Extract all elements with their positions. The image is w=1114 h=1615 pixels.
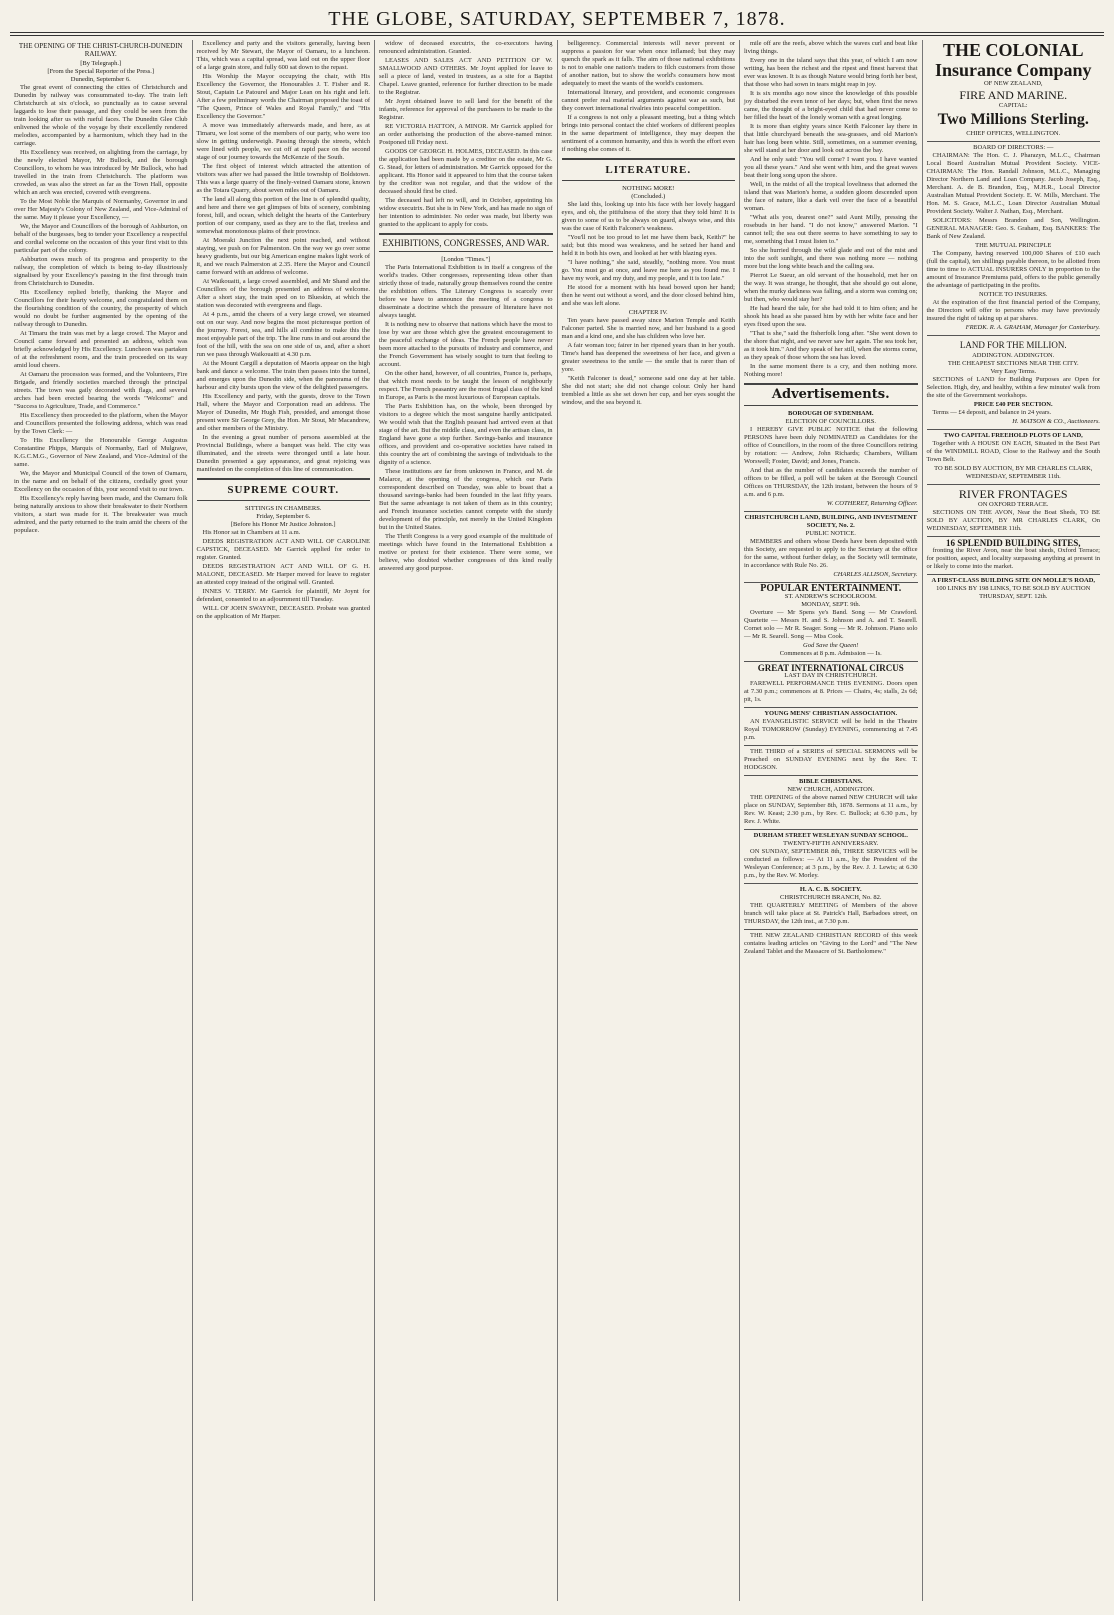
paragraph: A move was immediately afterwards made, and here, as at Timaru, we lost some of the members of our party, who were too slow in getting underweigh. Passing through the streets, which were lined with people, we cut off at rapid pace on the second stage of our journey towards the McKenzie of the South.	[196, 122, 370, 161]
paragraph: He stood for a moment with his head bowed upon her hand; then he went out without a word, and the door closed behind him, and she was left alone.	[561, 284, 735, 307]
ad-subheading: PUBLIC NOTICE.	[805, 530, 856, 537]
ad-heading: DURHAM STREET WESLEYAN SUNDAY SCHOOL.	[744, 829, 918, 840]
ad-heading: A FIRST-CLASS BUILDING SITE ON MOLLE'S ROAD,	[927, 574, 1101, 585]
masthead-rule	[10, 32, 1104, 36]
column-5	[740, 40, 923, 1601]
ad-heading: YOUNG MENS' CHRISTIAN ASSOCIATION.	[744, 707, 918, 718]
ad-subheading: TWENTY-FIFTH ANNIVERSARY.	[783, 840, 879, 847]
paragraph: widow of deceased executrix, the co-executors having renounced administration. Granted.	[379, 40, 553, 55]
section-box	[744, 383, 918, 406]
paragraph: His Honor sat in Chambers at 11 a.m.	[202, 529, 301, 536]
ad-place: ADDINGTON. ADDINGTON.	[972, 352, 1055, 359]
paragraph: At Oamaru the procession was formed, and the Volunteers, Fire Brigade, and friendly societies marched through the principal streets. The town was gaily decorated with flags, and several arches had been erected bearing the words "Welcome" and "Success to Agriculture, Trade, and Commerce."	[14, 371, 188, 410]
ad-heading: 16 SPLENDID BUILDING SITES,	[927, 536, 1101, 547]
paragraph: The deceased had left no will, and in October, appointing his widow executrix. But she is in New York, and has made no sign of her intention to administer. No order was made, but liberty was granted to the applicant to apply for costs.	[379, 197, 553, 228]
ad-subheading: ST. ANDREW'S SCHOOLROOM.	[784, 593, 877, 600]
paragraph: LEASES AND SALES ACT AND PETITION OF W. SMALLWOOD AND OTHERS. Mr Joynt applied for leave to sell a piece of land, vested in trustees, as a site for a Baptist Chapel. Leave granted, reference for further direction to be made to the Registrar.	[379, 57, 553, 96]
paragraph: If a congress is not only a pleasant meeting, but a thing which brings into personal contact the chief workers of different peoples in the same department of intelligence, they may deepen the sentiment of a common humanity, and this is worth the effort even if nothing else comes of it.	[561, 114, 735, 153]
section-box	[562, 158, 736, 181]
chief-offices: CHIEF OFFICES, WELLINGTON.	[966, 130, 1061, 137]
ad-heading: CHRISTCHURCH LAND, BUILDING, AND INVESTMENT SOCIETY, No. 2.	[744, 511, 918, 530]
court-subheading: SITTINGS IN CHAMBERS.	[245, 505, 322, 512]
paragraph: At Waikouaiti, a large crowd assembled, and Mr Shand and the Councillors of the borough presented an address of welcome. After a short stay, the train sped on to Blueskin, at which the station was decorated with evergreens and flags.	[196, 278, 370, 309]
section-heading-exhibitions: EXHIBITIONS, CONGRESSES, AND WAR.	[382, 238, 550, 248]
paragraph: To the Most Noble the Marquis of Normanby, Governor in and over Her Majesty's Colony of New Zealand, and Vice-Admiral of the same. May it please your Excellency, —	[14, 198, 188, 221]
ad-body: SECTIONS of LAND for Building Purposes are Open for Selection. High, dry, and healthy, within a few minutes' walk from the site of the Government workshops.	[926, 376, 1100, 399]
capital-amount: Two Millions Sterling.	[937, 111, 1089, 128]
section-heading-court: SUPREME COURT.	[227, 484, 340, 496]
paragraph: We, the Mayor and Municipal Council of the town of Oamaru, in the name and on behalf of the citizens, cordially greet your Excellency on the occasion of this, your second visit to our town.	[14, 470, 188, 493]
paragraph: We, the Mayor and Councillors of the borough of Ashburton, on behalf of the burgesses, beg to tender your Excellency a respectful and cordial welcome on the occasion of this your first visit to this particular part of the colony.	[14, 223, 188, 254]
dateline: Dunedin, September 6.	[70, 76, 131, 83]
ad-body: MEMBERS and others whose Deeds have been deposited with this Society, are requested to apply to the Secretary at the office for the same, without further delay, as the Society will terminate, in accordance with Rule No. 26.	[744, 538, 918, 569]
section-heading-advertisements: Advertisements.	[771, 387, 890, 402]
ad-auction: TO BE SOLD BY AUCTION, BY MR CHARLES CLARK,	[934, 465, 1093, 472]
paragraph: "That is she," said the fisherfolk long after. "She went down to the shore that night, and we never saw her again. The sea took her, as it took him." And they speak of her still, when the storms come, as they speak of those whom the sea has loved.	[744, 330, 918, 361]
ad-terms: Very Easy Terms.	[990, 368, 1037, 375]
ad-body: THE OPENING of the above named NEW CHURCH will take place on SUNDAY, September 8th, 1878. Sermons at 11 a.m., by Rev. W. Keast; 2.30 p.m., by Rev. C. Bullock; at 6.30 p.m., by Rev. J. White.	[744, 794, 918, 825]
paragraph: In the evening a great number of persons assembled at the Provincial Buildings, where a banquet was held. The city was illuminated, and the streets were thronged until a late hour. Dunedin presented a gay appearance, and great rejoicing was manifested on the completion of this line of communication.	[196, 434, 370, 473]
paragraph: The land all along this portion of the line is of splendid quality, and here and there we get glimpses of bits of scenery, combining forest, hill, and ocean, which delight the hearts of the Canterbury portion of our company, used as they are to the flat, treeless and somewhat monotonous plains of their province.	[196, 196, 370, 235]
ad-signature: CHARLES ALLISON, Secretary.	[833, 571, 918, 578]
source-line: [From the Special Reporter of the Press.]	[47, 68, 155, 75]
ad-price: PRICE £40 PER SECTION.	[973, 401, 1053, 408]
newspaper-page	[10, 6, 1104, 1601]
ad-heading: H. A. C. B. SOCIETY.	[744, 883, 918, 894]
paragraph: At 4 p.m., amid the cheers of a very large crowd, we steamed out on our way. And now begins the most picturesque portion of the journey. Forest, sea, and hills all combine to make this the most enjoyable part of the trip. The line runs in and out around the foot of the hill, with the sea on one side of us, and, after a short run we pass through Waikouaiti at 4.30 p.m.	[196, 311, 370, 358]
byline: [By Telegraph.]	[80, 60, 122, 67]
paragraph: DEEDS REGISTRATION ACT AND WILL OF G. H. MALONE, DECEASED. Mr Harper moved for leave to register an attested copy instead of the original will. Granted.	[196, 563, 370, 586]
ad-heading: BIBLE CHRISTIANS.	[744, 775, 918, 786]
mutual-body: The Company, having reserved 100,000 Shares of £10 each (full the capital), ten shillings payable thereon, to be allotted from time to time to ACTUAL INSURERS ONLY in proportion to the amount of Insurance Premiums paid, offers to the public generally the advantage of participating in the profits.	[926, 250, 1100, 289]
ad-heading: BOROUGH OF SYDENHAM.	[787, 410, 874, 417]
ad-body: Terms — £4 deposit, and balance in 24 years.	[932, 409, 1052, 416]
paragraph: Well, in the midst of all the tropical loveliness that adorned the island that was Marion's home, a sudden gloom descended upon the face of nature, like a dark veil over the face of a beautiful woman.	[744, 181, 918, 212]
paragraph: To His Excellency the Honourable George Augustus Constantine Phipps, Marquis of Normanby, Earl of Mulgrave, K.G.C.M.G., Governor of New Zealand, and Vice-Admiral of the same.	[14, 437, 188, 468]
ad-signature: W. COTHERET, Returning Officer.	[826, 500, 918, 507]
paragraph: It is six months ago now since the knowledge of this possible joy disturbed the even tenor of her days; but, when first the news came, the thought of a bright-eyed child that had never come to her filled the heart of the lonely woman with a great longing.	[744, 90, 918, 121]
ad-body: SECTIONS ON THE AVON, Near the Boat Sheds, TO BE SOLD BY AUCTION, BY MR CHARLES CLARK, On WEDNESDAY, SEPTEMBER 11th.	[926, 509, 1100, 532]
ad-heading: TWO CAPITAL FREEHOLD PLOTS OF LAND,	[927, 429, 1101, 440]
paragraph: The Thrift Congress is a very good example of the multitude of meetings which have found in the International Exhibition a motive or pretext for their existence. There were some, we believe, who doubted whether congresses of this kind really answered any good purpose.	[379, 533, 553, 572]
section-box	[379, 233, 553, 252]
paragraph: His Excellency replied briefly, thanking the Mayor and Councillors for their hearty welcome, and congratulated them on the flourishing condition of the country, the prosperity of which would no doubt be further augmented by the opening of the railway through to Dunedin.	[14, 289, 188, 328]
ad-body: THE QUARTERLY MEETING of Members of the above branch will take place at St. Patrick's Hall, Barbadoes street, on THURSDAY, the 12th inst., at 7.30 p.m.	[744, 902, 918, 925]
section-box	[197, 478, 371, 501]
paragraph: Ashburton owes much of its progress and prosperity to the railway, the completion of which is being to-day illustriously signalised by your Excellency's passing in the first through train from Christchurch to Dunedin.	[14, 256, 188, 287]
solicitors: SOLICITORS: Messrs Brandon and Son, Wellington. GENERAL MANAGER: Geo. S. Graham, Esq. BANKERS: The Bank of New Zealand.	[926, 217, 1100, 240]
ad-heading: LAND FOR THE MILLION.	[927, 335, 1101, 352]
paragraph: "What ails you, dearest one?" said Aunt Milly, pressing the rosebuds in her hand. "I do not know," answered Marion. "I cannot tell; the sea out there seems to have something to say to me, something that I must listen to."	[744, 214, 918, 245]
column-6	[923, 40, 1105, 1601]
paragraph: The Paris Exhibition has, on the whole, been thronged by visitors to a degree which the most sanguine hardly anticipated. We would wish that the English peasant had arrived even at that stage of the art. But the middle class, and even the artisan class, in England have gone a step further. Savings-banks and insurance offices, and provident and co-operative societies have raised in this country the art of combining the savings of individuals to the dignity of a science.	[379, 403, 553, 466]
paragraph: His Excellency then proceeded to the platform, when the Mayor and Councillors presented the following address, which was read by the Town Clerk: —	[14, 412, 188, 435]
ad-body: Together with A HOUSE ON EACH, Situated in the Best Part of the WINDMILL ROAD, Close to the Railway and the South Town Belt.	[926, 440, 1100, 463]
paragraph: Ten years have passed away since Marion Temple and Keith Falconer parted. She is married now, and her husband is a good man and a kind one, and she has children who love her.	[561, 317, 735, 340]
ad-subheading: LAST DAY IN CHRISTCHURCH.	[784, 672, 878, 679]
paragraph: Excellency and party and the visitors generally, having been received by Mr Stewart, the Mayor of Oamaru, to a luncheon. This, which was a capital spread, was laid out on the upper floor of a large grain store, and fully 600 sat down to the repast.	[196, 40, 370, 71]
paragraph: RE VICTORIA HATTON, A MINOR. Mr Garrick applied for an order authorising the production of the above-named minor. Postponed till Friday next.	[379, 123, 553, 146]
paragraph: It is nothing new to observe that nations which have the most to lose by war are those which give the greatest encouragement to the peaceful exchange of ideas. The French people have never been more attached to the pursuits of industry and commerce, and the French Government has wisely sought to turn that feeling to account.	[379, 321, 553, 368]
ad-anthem: God Save the Queen!	[803, 642, 859, 649]
paragraph: Mr Joynt obtained leave to sell land for the benefit of the infants, reference for approval of the purchasers to be made to the Registrar.	[379, 98, 553, 121]
paragraph: "Keith Falconer is dead," someone said one day at her table. She did not start; she did not change colour. Only her hand trembled a little as she set down her cup, and her eyes sought the window, and the sea beyond it.	[561, 375, 735, 406]
insurers-body: At the expiration of the first financial period of the Company, the Directors will offer to persons who may have previously insured the right of taking up at par shares.	[926, 299, 1100, 322]
paragraph: And he only said: "You will come? I want you. I have wanted you all these years." And she went with him, and the great waves beat their long song upon the shore.	[744, 156, 918, 179]
paragraph: Pierrot Le Sueur, an old servant of the household, met her on the way. It was strange, he thought, that she should go out alone, when the murky darkness was falling, and a storm was coming on; but then, who would stay her?	[744, 272, 918, 303]
paragraph: International literary, and provident, and economic congresses cannot prefer real material arguments against war as such, but they convert international rivalries into peaceful competition.	[561, 89, 735, 112]
ad-heading: POPULAR ENTERTAINMENT.	[744, 582, 918, 593]
insurers-signature: FREDK. R. A. GRAHAM, Manager for Canterbury.	[965, 324, 1100, 331]
paragraph: The first object of interest which attracted the attention of visitors was after we had passed the little township of Boldstown. This was a large quarry of the finely-veined Oamaru stone, known as the Totara Quarry, about seven miles out of Oamaru.	[196, 163, 370, 194]
source-line: [London "Times."]	[441, 256, 491, 263]
ad-date: THURSDAY, SEPT. 12th.	[979, 593, 1048, 600]
court-date: Friday, September 6.	[256, 513, 311, 520]
company-of: OF NEW ZEALAND,	[983, 80, 1043, 87]
company-name-line1: THE COLONIAL	[942, 40, 1084, 60]
mutual-heading: THE MUTUAL PRINCIPLE	[975, 242, 1052, 249]
ad-date: MONDAY, SEPT. 9th.	[801, 601, 861, 608]
paragraph: These institutions are far from unknown in France, and M. de Malarce, at the opening of the congress, which our Paris correspondent described on Tuesday, was able to boast that a thousand savings-banks had been founded in the last fifty years. But the same advantage is not taken of them as in this country; and French insurance societies cannot compete with the sturdy development of the principle, not merely in the United Kingdom but in the United States.	[379, 468, 553, 531]
paragraph: GOODS OF GEORGE H. HOLMES, DECEASED. In this case the application had been made by a creditor on the estate, Mr G. G. Stead, for letters of administration. Mr Garrick opposed for the applicant. His Honor said it appeared to him that the course taken by the creditor was not regular, and that the widow of the deceased should first be cited.	[379, 148, 553, 195]
paragraph: His Excellency's reply having been made, and the Oamaru folk being naturally anxious to show their breakwater to their Northern visitors, a start was made for it. The breakwater was much admired, and the party returned to the train amid the cheers of the populace.	[14, 495, 188, 534]
story-continuation: (Concluded.)	[631, 193, 666, 200]
paragraph: At the Mount Cargill a deputation of Maoris appear on the high bank and dance a welcome. The train then passes into the tunnel, and emerges upon the Dunedin side, when the panorama of the harbour and city bursts upon the view of the delighted passengers.	[196, 360, 370, 391]
ad-signature: H. MATSON & CO., Auctioneers.	[1012, 418, 1100, 425]
ad-body: AN EVANGELISTIC SERVICE will be held in the Theatre Royal TOMORROW (Sunday) EVENING, commencing at 7.45 p.m.	[744, 718, 918, 741]
court-judge: [Before his Honor Mr Justice Johnston.]	[230, 521, 336, 528]
ad-heading: RIVER FRONTAGES	[927, 484, 1101, 501]
ad-subheading: ON OXFORD TERRACE.	[978, 501, 1049, 508]
column-3	[375, 40, 558, 1601]
ad-body: THE THIRD of a SERIES of SPECIAL SERMONS will be Preached on SUNDAY EVENING next by the Rev. T. HODGSON.	[744, 745, 918, 772]
column-4	[558, 40, 741, 1601]
ad-body: FAREWELL PERFORMANCE THIS EVENING. Doors open at 7.30 p.m.; commences at 8. Prices — Chairs, 4s; stalls, 2s 6d; pit, 1s.	[744, 680, 918, 703]
paragraph: At Moeraki Junction the next point reached, and without staying, we push on for Palmerston. On the way we go over some heavy gradients, but our big American engine makes light work of it, and we reach Palmerston at 2.35. Here the Mayor and Council came forward with an address of welcome.	[196, 237, 370, 276]
paragraph: The great event of connecting the cities of Christchurch and Dunedin by railway was consummated to-day. The train left Christchurch at six o'clock, so punctually as to cause several laggards to lose their passage, and they could be seen from the train looking after us with rueful faces. The Dunedin Glee Club enlivened the whole of the voyage by their excellently rendered melodies, accompanied by a harmonium, which they had in the carriage.	[14, 84, 188, 147]
paragraph: Every one in the island says that this year, of which I am now writing, has been the richest and the ripest and finest harvest that ever was known. It is as though Nature would bring forth her best, that those who had sown in tears might reap in joy.	[744, 57, 918, 88]
ad-subheading: NEW CHURCH, ADDINGTON.	[787, 786, 875, 793]
paragraph: He had heard the tale, for she had told it to him often; and he shook his head as she passed him by with her white face and her eyes fixed upon the sea.	[744, 305, 918, 328]
story-title: NOTHING MORE!	[622, 185, 675, 192]
column-1	[10, 40, 193, 1601]
ad-body: THE NEW ZEALAND CHRISTIAN RECORD of this week contains leading articles on "Giving to the Lord" and "The New Zealand Tablet and the Massacre of St. Bartholomew."	[744, 929, 918, 956]
section-heading-literature: LITERATURE.	[605, 164, 692, 176]
paragraph: belligerency. Commercial interests will never prevent or suppress a passion for war when once inflamed; but they may quench the spark as it falls. The aim of those national exhibitions is not to enable one nation's traders to filch customers from those of another nation, but to show the world's consumers how most adequately to meet the wants of the world's customers.	[561, 40, 735, 87]
ad-heading: GREAT INTERNATIONAL CIRCUS	[744, 661, 918, 672]
ad-body: And that as the number of candidates exceeds the number of offices to be filled, a poll will be taken at the Borough Council Offices on THURSDAY, the 12th instant, between the hours of 9 a.m. and 6 p.m.	[744, 467, 918, 498]
paragraph: INNES V. TERRY. Mr Garrick for plaintiff, Mr Joynt for defendant, consented to an adjournment till Tuesday.	[196, 588, 370, 603]
paragraph: His Worship the Mayor occupying the chair, with His Excellency the Governor, the Honourables J. T. Fisher and R. Stout, Captain Le Patourel and Major Lean on his right and left. After a few preliminary words the Chairman proposed the toast of "The Queen, Prince of Wales and Royal Family," and "His Excellency the Governor."	[196, 73, 370, 120]
paragraph: A fair woman too; fairer in her ripened years than in her youth. Time's hand has deepened the sweetness of her face, and given a greater sweetness to the smile — the smile that is rarer than of yore.	[561, 342, 735, 373]
ad-body: Overture — Mr Spens ye's Band. Song — Mr Crawford. Quartette — Messrs H. and S. Johnson and A. and T. Searell. Cornet solo — Mr R. Seager. Song — Mr R. Johnson. Piano solo — Mr R. Searell. Song — Miss Cook.	[744, 609, 918, 640]
board-list: CHAIRMAN: The Hon. C. J. Pharazyn, M.L.C., Chairman Local Board Australian Mutual Provident Society. VICE-CHAIRMAN: The Hon. Randall Johnson, M.L.C., Managing Director Northern Land and Loan Company. Jacob Joseph, Esq., Merchant. A. de B. Brandon, Esq., M.H.R., Local Director Australian Mutual Provident Society. E. W. Mills, Merchant. The Hon. M. S. Grace, M.L.C., Loan Director Australian Mutual Provident Society. Walter J. Nathan, Esq., Merchant.	[926, 152, 1100, 215]
column-2	[193, 40, 376, 1601]
insurers-heading: NOTICE TO INSURERS.	[978, 291, 1048, 298]
capital-label: CAPITAL:	[998, 102, 1028, 109]
ad-subheading: CHRISTCHURCH BRANCH, No. 82.	[780, 894, 882, 901]
ad-date: WEDNESDAY, SEPTEMBER 11th.	[965, 473, 1061, 480]
paragraph: His Excellency and party, with the guests, drove to the Town Hall, where the Mayor and Corporation read an address. The Mayor of Dunedin, Mr Hugh Fish, presided, and amongst those present were Sir George Grey, the Hon. Mr Stout, Mr Macandrew, and other members of the Ministry.	[196, 393, 370, 432]
ad-subheading: ELECTION OF COUNCILLORS.	[785, 418, 876, 425]
paragraph: At Timaru the train was met by a large crowd. The Mayor and Council came forward and presented an address, which was briefly acknowledged by His Excellency. Luncheon was partaken of at the refreshment room, and the train proceeded on its way amid loud cheers.	[14, 330, 188, 369]
chapter-heading: CHAPTER IV.	[628, 309, 668, 316]
columns	[10, 40, 1104, 1601]
ad-body: fronting the River Avon, near the boat sheds, Oxford Terrace; for position, aspect, and locality surpassing anything at present in or likely to come into the market.	[926, 547, 1100, 570]
ad-subheading: THE CHEAPEST SECTIONS NEAR THE CITY.	[947, 360, 1079, 367]
ad-body: I HEREBY GIVE PUBLIC NOTICE that the following PERSONS have been duly NOMINATED as Candidates for the office of Councillors, in the room of the three Councillors retiring by rotation: — Andrew, John Richards; Chambers, William Worswell; Foster, David; and Jones, Francis.	[744, 426, 918, 465]
paragraph: The Paris International Exhibition is in itself a congress of the world's trades. Other congresses, representing ideas other than strictly those of trade, naturally group themselves round the centre the exhibition offers. The Literary Congress is scarcely over before we have to announce the meeting of a congress to disseminate a doctrine which the pressure of literature have not always taught.	[379, 264, 553, 319]
paragraph: His Excellency was received, on alighting from the carriage, by the newly elected Mayor, Mr Bullock, and the borough Councillors, to whom he was introduced by Mr Bullock, who had travelled in the train from Christchurch. The platform was crowded, as was also the street as far as the Town Hall, opposite which an arch was erected, covered with evergreens.	[14, 149, 188, 196]
paragraph: She laid this, looking up into his face with her lovely haggard eyes, and oh, the pitifulness of the story that they told him! It is given to some of us to be always on guard, always wise, and this was the case of Keith Falconer's weakness.	[561, 201, 735, 232]
ad-body: ON SUNDAY, SEPTEMBER 8th, THREE SERVICES will be conducted as follows: — At 11 a.m., by the President of the Wesleyan Conference; at 3 p.m., by the Rev. J. J. Lewis; at 6.30 p.m., by the Rev. W. Morley.	[744, 848, 918, 879]
paragraph: So she hurried through the wild glade and out of the mist and into the soft sunlight, and there was nothing more — nothing more but the long white beach and the calling sea.	[744, 247, 918, 270]
paragraph: "I have nothing," she said, steadily, "nothing more. You must go. You must go at once, and leave me here as you found me. I have my work, and my duty, and my people, and it is too late."	[561, 259, 735, 282]
paragraph: In the same moment there is a cry, and then nothing more. Nothing more!	[744, 363, 918, 378]
ad-subheading: 100 LINKS BY 198 LINKS, TO BE SOLD BY AUCTION	[936, 585, 1091, 592]
paragraph: On the other hand, however, of all countries, France is, perhaps, that which most needs to be taught the lesson of neighbourly respect. The French peasantry are the most frugal class of the kind in Europe, as Paris is the most luxurious of European capitals.	[379, 370, 553, 401]
paragraph: mile off are the reefs, above which the waves curl and beat like living things.	[744, 40, 918, 55]
company-fire-marine: FIRE AND MARINE.	[959, 88, 1068, 102]
paragraph: It is more than eighty years since Keith Falconer lay there in that little churchyard beneath the sea-grasses, and old Marion's hair has long been white. Still, sometimes, on a summer evening, she will stand at her door and look out across the bay.	[744, 123, 918, 154]
paragraph: DEEDS REGISTRATION ACT AND WILL OF CAROLINE CAPSTICK, DECEASED. Mr Garrick applied for order to register. Granted.	[196, 538, 370, 561]
masthead: THE GLOBE, SATURDAY, SEPTEMBER 7, 1878.	[328, 8, 786, 30]
article-heading: THE OPENING OF THE CHRIST-CHURCH-DUNEDIN RAILWAY.	[18, 42, 183, 58]
paragraph: "You'll not be too proud to let me have them back, Keith?" he said; but this mood was weakness, and he seized her hand and held it in both his own, and looked at her with blazing eyes.	[561, 234, 735, 257]
ad-time: Commences at 8 p.m. Admission — Is.	[779, 650, 882, 657]
board-heading: BOARD OF DIRECTORS: —	[927, 141, 1101, 152]
company-name-line2: Insurance Company	[934, 60, 1092, 80]
paragraph: WILL OF JOHN SWAYNE, DECEASED. Probate was granted on the application of Mr Harper.	[196, 605, 370, 620]
